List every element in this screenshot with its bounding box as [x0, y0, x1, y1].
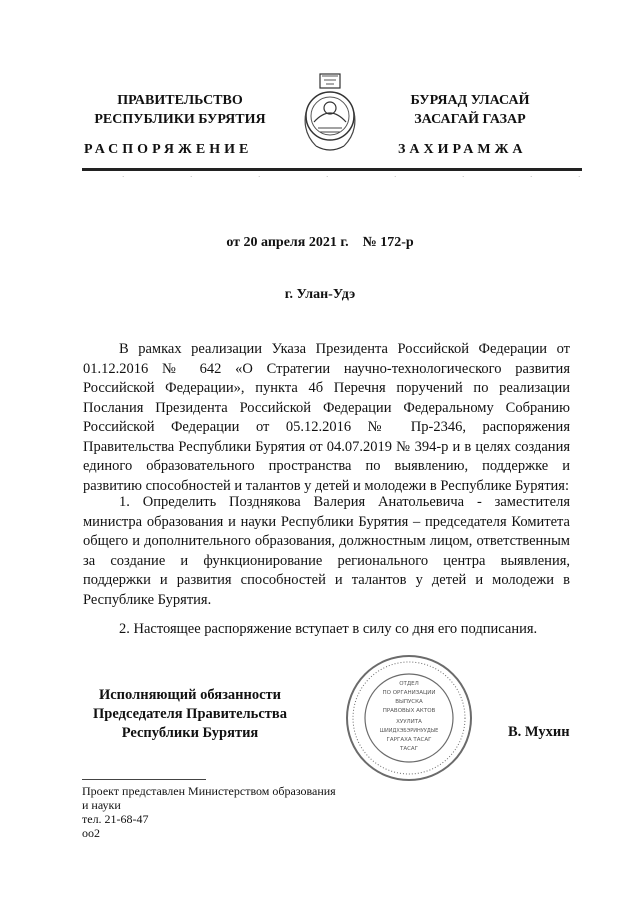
preamble-paragraph: В рамках реализации Указа Президента Российской Федерации от 01.12.2016 № 642 «О Стратегии научно-технологического развития Российской Федерации», пункта 4б Перечня поручений по реализации Послания Президента Российской Федерации Федеральному Собранию Российской Федерации от 05.12.2016 № Пр-2346, распоряжения Правительства Республики Бурятия от 04.07.2019 № 394-р и в целях создания единого образовательного пространства по выявлению, поддержке и развитию способностей и талантов у детей и молодежи в Республике Бурятия:	[83, 341, 570, 494]
signatory-position	[80, 686, 300, 743]
org-name-bua-line1: БУРЯАД УЛАСАЙ	[410, 93, 530, 108]
footer-prepared-by-cont: и науки	[82, 798, 121, 812]
stamp-text-line2: ПО ОРГАНИЗАЦИИ	[382, 690, 436, 696]
signatory-position-line3: Республики Бурятия	[121, 725, 259, 741]
stamp-text-line7: ГАРГАХА ТАСАГ	[386, 737, 432, 743]
footer-prepared-by: Проект представлен Министерством образования	[82, 784, 336, 798]
official-stamp-icon	[343, 652, 475, 784]
org-name-ru-line1: ПРАВИТЕЛЬСТВО	[117, 93, 243, 108]
coat-of-arms-icon	[298, 72, 362, 156]
footer-phone: тел. 21-68-47	[82, 812, 149, 826]
stamp-text-line3: ВЫПУСКА	[395, 699, 423, 705]
date-and-number: от 20 апреля 2021 г. № 172-р	[226, 235, 414, 250]
org-name-bua-line2: ЗАСАГАЙ ГАЗАР	[414, 112, 526, 127]
footer-note	[82, 784, 336, 840]
stamp-text-line6: ШИИДХЭБЭРИНУУДЫЕ	[379, 728, 439, 734]
header-divider	[82, 168, 582, 171]
order-item-1: 1. Определить Позднякова Валерия Анатольевича - заместителя министра образования и науки Республики Бурятия – председателя Комитета общего и дополнительного образования, должностным лицом, ответственным за создание и функционирование регионального центра выявления, поддержки и развития способностей и талантов у детей и молодежи в Республике Бурятия.	[83, 494, 570, 608]
footer-code: оо2	[82, 826, 100, 840]
org-name-ru-line2: РЕСПУБЛИКИ БУРЯТИЯ	[94, 112, 266, 127]
signatory-position-line1: Исполняющий обязанности	[98, 687, 282, 703]
header-right-block	[380, 91, 560, 129]
place-of-issue: г. Улан-Удэ	[284, 287, 356, 302]
footer-divider	[82, 779, 206, 780]
stamp-text-line5: ХУУЛИТА	[396, 719, 422, 725]
signatory-name: В. Мухин	[508, 724, 570, 740]
stamp-text-line8: ТАСАГ	[399, 746, 419, 752]
doc-type-bua: ЗАХИРАМЖА	[398, 142, 527, 157]
order-item-2: 2. Настоящее распоряжение вступает в силу со дня его подписания.	[119, 621, 538, 637]
signatory-position-line2: Председателя Правительства	[93, 706, 287, 722]
doc-type-ru: РАСПОРЯЖЕНИЕ	[84, 142, 253, 157]
header-left-block	[80, 91, 280, 129]
dotted-divider: · · · · · · · ·	[122, 173, 581, 181]
stamp-text-line4: ПРАВОВЫХ АКТОВ	[382, 708, 436, 714]
stamp-text-line1: ОТДЕЛ	[399, 681, 419, 687]
